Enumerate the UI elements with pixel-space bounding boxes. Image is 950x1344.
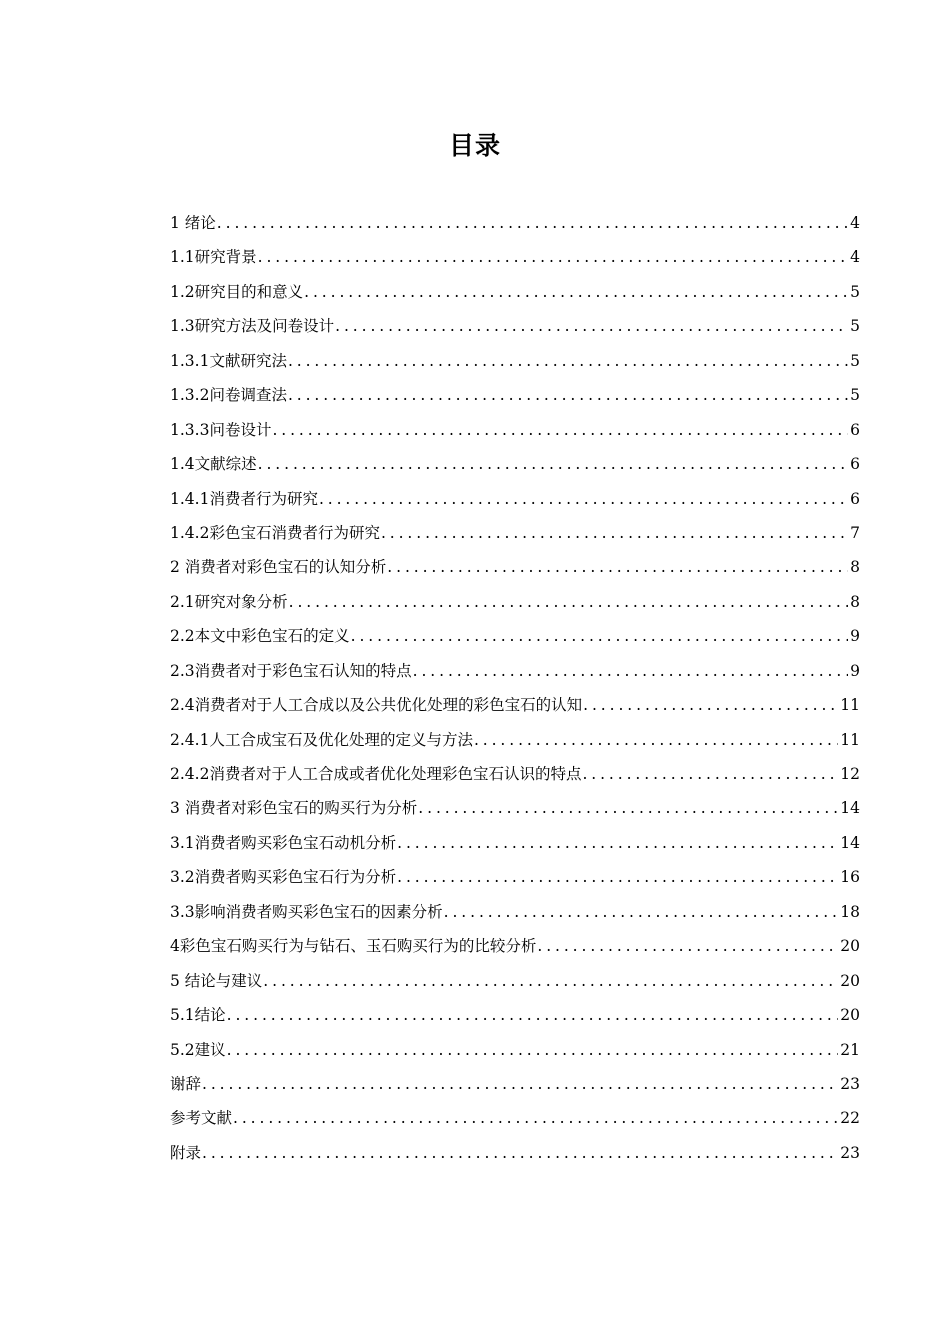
toc-entry-label: 5.1结论 <box>170 1006 226 1025</box>
toc-entry-label: 2.1研究对象分析 <box>170 592 288 611</box>
toc-entry-label: 2.4.1人工合成宝石及优化处理的定义与方法 <box>170 730 473 749</box>
toc-entry-page-number: 20 <box>840 1006 860 1025</box>
toc-entry-page-number: 23 <box>840 1074 860 1093</box>
toc-entry-page-number: 12 <box>840 765 860 783</box>
toc-dot-leader <box>227 1033 839 1067</box>
toc-entry-page-number: 9 <box>850 661 860 680</box>
toc-entry-page-number: 14 <box>840 799 860 818</box>
toc-entry-label: 参考文献 <box>170 1109 233 1128</box>
toc-entry-page-number: 14 <box>840 833 860 852</box>
toc-entry-label: 3 消费者对彩色宝石的购买行为分析 <box>170 799 418 818</box>
toc-entry-page-number: 4 <box>850 214 860 232</box>
toc-dot-leader <box>351 619 848 653</box>
toc-entry[interactable] <box>170 413 860 447</box>
toc-entry[interactable] <box>170 482 860 516</box>
toc-entry[interactable] <box>170 723 860 757</box>
toc-entry[interactable] <box>170 757 860 791</box>
toc-entry[interactable] <box>170 1136 860 1170</box>
toc-dot-leader <box>583 688 838 722</box>
toc-dot-leader <box>202 1136 838 1170</box>
toc-dot-leader <box>413 654 848 688</box>
toc-entry-page-number: 16 <box>840 868 860 887</box>
toc-dot-leader <box>258 240 848 274</box>
toc-entry-label: 2.2本文中彩色宝石的定义 <box>170 627 350 646</box>
toc-entry[interactable] <box>170 1101 860 1135</box>
toc-entry-label: 1.1研究背景 <box>170 248 257 267</box>
toc-entry-page-number: 8 <box>850 558 860 577</box>
toc-entry-label: 5 结论与建议 <box>170 971 263 990</box>
toc-entry-page-number: 8 <box>850 592 860 611</box>
table-of-contents <box>170 206 860 1170</box>
toc-dot-leader <box>272 413 848 447</box>
toc-entry-label: 谢辞 <box>170 1074 202 1093</box>
toc-entry[interactable] <box>170 275 860 309</box>
toc-dot-leader <box>233 1101 838 1135</box>
toc-entry[interactable] <box>170 344 860 378</box>
toc-entry-label: 1.4.1消费者行为研究 <box>170 489 318 508</box>
toc-entry[interactable] <box>170 998 860 1032</box>
toc-entry[interactable] <box>170 516 860 550</box>
toc-dot-leader <box>217 206 848 240</box>
toc-dot-leader <box>474 723 838 757</box>
toc-entry-label: 3.3影响消费者购买彩色宝石的因素分析 <box>170 902 443 921</box>
toc-dot-leader <box>289 585 848 619</box>
toc-entry-page-number: 11 <box>840 730 860 749</box>
toc-entry-page-number: 20 <box>840 937 860 956</box>
toc-entry[interactable] <box>170 378 860 412</box>
toc-dot-leader <box>381 516 848 550</box>
toc-entry-label: 2.4.2消费者对于人工合成或者优化处理彩色宝石认识的特点 <box>170 765 582 783</box>
toc-entry-page-number: 20 <box>840 971 860 990</box>
toc-entry-label: 1.3.1文献研究法 <box>170 351 287 370</box>
page-title: 目录 <box>448 131 501 160</box>
toc-entry-label: 1.3.2问卷调查法 <box>170 386 287 405</box>
toc-entry[interactable] <box>170 929 860 963</box>
toc-entry[interactable] <box>170 1033 860 1067</box>
toc-entry-label: 1.3研究方法及问卷设计 <box>170 317 335 336</box>
toc-entry[interactable] <box>170 964 860 998</box>
toc-entry[interactable] <box>170 619 860 653</box>
toc-dot-leader <box>319 482 848 516</box>
toc-entry-label: 1.2研究目的和意义 <box>170 282 304 301</box>
toc-entry-page-number: 5 <box>850 351 860 370</box>
toc-entry[interactable] <box>170 826 860 860</box>
toc-entry[interactable] <box>170 550 860 584</box>
toc-entry-page-number: 6 <box>850 489 860 508</box>
toc-entry-page-number: 21 <box>840 1040 860 1059</box>
toc-dot-leader <box>288 378 848 412</box>
toc-entry-label: 3.2消费者购买彩色宝石行为分析 <box>170 868 397 887</box>
toc-entry[interactable] <box>170 206 860 240</box>
toc-dot-leader <box>202 1067 838 1101</box>
toc-entry[interactable] <box>170 1067 860 1101</box>
toc-dot-leader <box>397 860 838 894</box>
toc-entry-page-number: 4 <box>850 248 860 267</box>
toc-entry-label: 4彩色宝石购买行为与钻石、玉石购买行为的比较分析 <box>170 937 537 956</box>
toc-dot-leader <box>335 309 848 343</box>
toc-entry-label: 2.4消费者对于人工合成以及公共优化处理的彩色宝石的认知 <box>170 696 583 715</box>
toc-entry[interactable] <box>170 688 860 722</box>
toc-entry-page-number: 5 <box>850 317 860 336</box>
toc-entry-page-number: 5 <box>850 386 860 405</box>
toc-dot-leader <box>263 964 838 998</box>
toc-entry-label: 5.2建议 <box>170 1040 226 1059</box>
toc-dot-leader <box>397 826 838 860</box>
toc-entry-page-number: 9 <box>850 627 860 646</box>
toc-entry-page-number: 18 <box>840 902 860 921</box>
toc-entry-page-number: 6 <box>850 455 860 474</box>
toc-dot-leader <box>387 550 848 584</box>
toc-entry[interactable] <box>170 791 860 825</box>
toc-entry-page-number: 6 <box>850 420 860 439</box>
toc-entry[interactable] <box>170 309 860 343</box>
toc-entry-page-number: 23 <box>840 1143 860 1162</box>
toc-dot-leader <box>444 895 839 929</box>
toc-entry[interactable] <box>170 240 860 274</box>
toc-entry[interactable] <box>170 447 860 481</box>
toc-dot-leader <box>582 757 838 791</box>
toc-entry-label: 2.3消费者对于彩色宝石认知的特点 <box>170 661 412 680</box>
toc-dot-leader <box>304 275 848 309</box>
toc-dot-leader <box>258 447 848 481</box>
toc-dot-leader <box>418 791 838 825</box>
toc-entry-label: 1.4文献综述 <box>170 455 257 474</box>
toc-entry[interactable] <box>170 860 860 894</box>
toc-entry[interactable] <box>170 654 860 688</box>
toc-entry[interactable] <box>170 585 860 619</box>
toc-entry-page-number: 22 <box>840 1109 860 1128</box>
toc-entry-label: 3.1消费者购买彩色宝石动机分析 <box>170 833 397 852</box>
toc-entry-page-number: 5 <box>850 282 860 301</box>
toc-entry-label: 附录 <box>170 1143 202 1162</box>
toc-entry-label: 2 消费者对彩色宝石的认知分析 <box>170 558 387 577</box>
toc-entry-page-number: 7 <box>850 523 860 542</box>
toc-entry[interactable] <box>170 895 860 929</box>
toc-dot-leader <box>288 344 848 378</box>
toc-dot-leader <box>227 998 839 1032</box>
toc-entry-page-number: 11 <box>840 696 860 715</box>
toc-entry-label: 1.3.3问卷设计 <box>170 420 272 439</box>
toc-entry-label: 1 绪论 <box>170 214 216 232</box>
toc-entry-label: 1.4.2彩色宝石消费者行为研究 <box>170 523 380 542</box>
toc-dot-leader <box>537 929 838 963</box>
